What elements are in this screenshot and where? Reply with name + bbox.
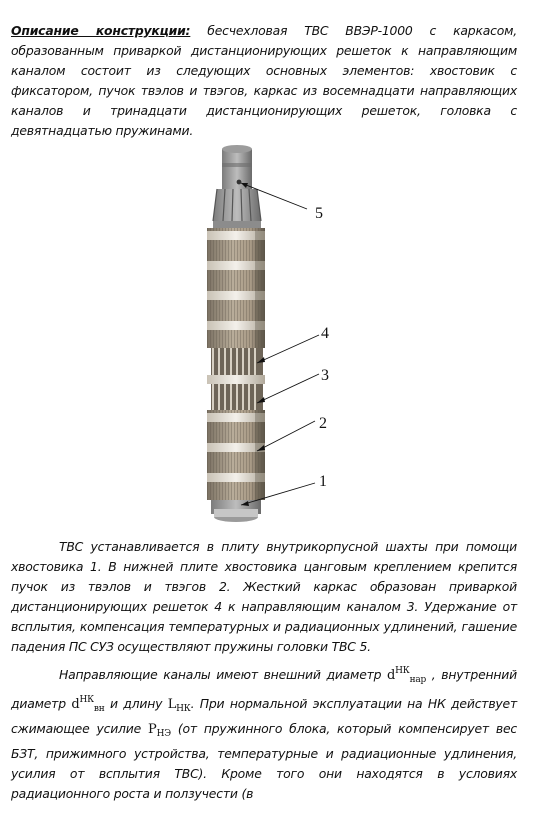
force-symbol <box>148 722 171 737</box>
text-segment: (от пружинного блока, который компенсирует вес БЗТ, прижимного устройства, температурные и радиационные удлинения, усилия от всплытия ТВС). Кроме того они находятся в условиях радиационного роста и ползучести (в <box>11 721 517 801</box>
symbol-L: L <box>167 697 177 712</box>
text-segment: . При нормальной эксплуатации на НК действует сжимающее усилие <box>11 696 517 736</box>
callout-5: 5 <box>315 205 323 222</box>
intro-text: бесчехловая ТВС ВВЭР-1000 с каркасом, образованным приваркой дистанционирующих решеток к направляющим каналом состоит из следующих основных элементов: хвостовик с фиксатором, пучок твэлов и твэгов, каркас из восемнадцати направляющих каналов и тринадцати дистанционирующих решеток, головка с девятнадцатью пружинами. <box>11 23 517 138</box>
lower-bundle <box>207 410 265 500</box>
symbol-d: d <box>71 697 80 712</box>
length-symbol <box>168 697 191 712</box>
callout-3: 3 <box>321 367 329 384</box>
fuel-rod-bundle <box>207 228 265 348</box>
section-lead: Описание конструкции: <box>11 23 191 38</box>
d-inner-symbol <box>71 697 104 712</box>
fa-tail <box>211 500 261 522</box>
text-segment: Направляющие каналы имеют внешний диаметр <box>59 667 388 682</box>
symbol-sup: НК <box>79 695 94 705</box>
exposed-guide-channels <box>207 348 265 410</box>
d-outer-symbol <box>387 668 426 683</box>
assembly-paragraph: ТВС устанавливается в плиту внутрикорпусной шахты при помощи хвостовика 1. В нижней плите хвостовика цанговым креплением крепится пучок из твэлов и твэгов 2. Жесткий каркас образован приваркой дистанционирующих решеток 4 к направляющим каналом 3. Удержание от всплытия, компенсация температурных и радиационных удлинений, гашение падения ПС СУЗ осуществляют пружины головки ТВС 5. <box>11 539 517 654</box>
symbol-sub: вн <box>93 704 105 714</box>
intro-paragraph <box>11 21 517 141</box>
symbol-P: P <box>148 722 157 737</box>
text-segment: и длину <box>104 696 168 711</box>
callout-1: 1 <box>319 473 327 490</box>
symbol-d: d <box>387 668 396 683</box>
fa-head <box>213 145 261 228</box>
symbol-sup: НК <box>395 666 410 676</box>
text-segment: , внутренний диаметр <box>11 667 518 711</box>
symbol-sub: НК <box>176 704 191 714</box>
symbol-sub: НЭ <box>156 729 171 739</box>
callout-4: 4 <box>321 325 329 342</box>
callout-2: 2 <box>319 415 327 432</box>
symbol-sub: нар <box>409 675 427 685</box>
guide-channel-paragraph <box>11 661 517 804</box>
fuel-assembly-figure <box>195 143 345 528</box>
